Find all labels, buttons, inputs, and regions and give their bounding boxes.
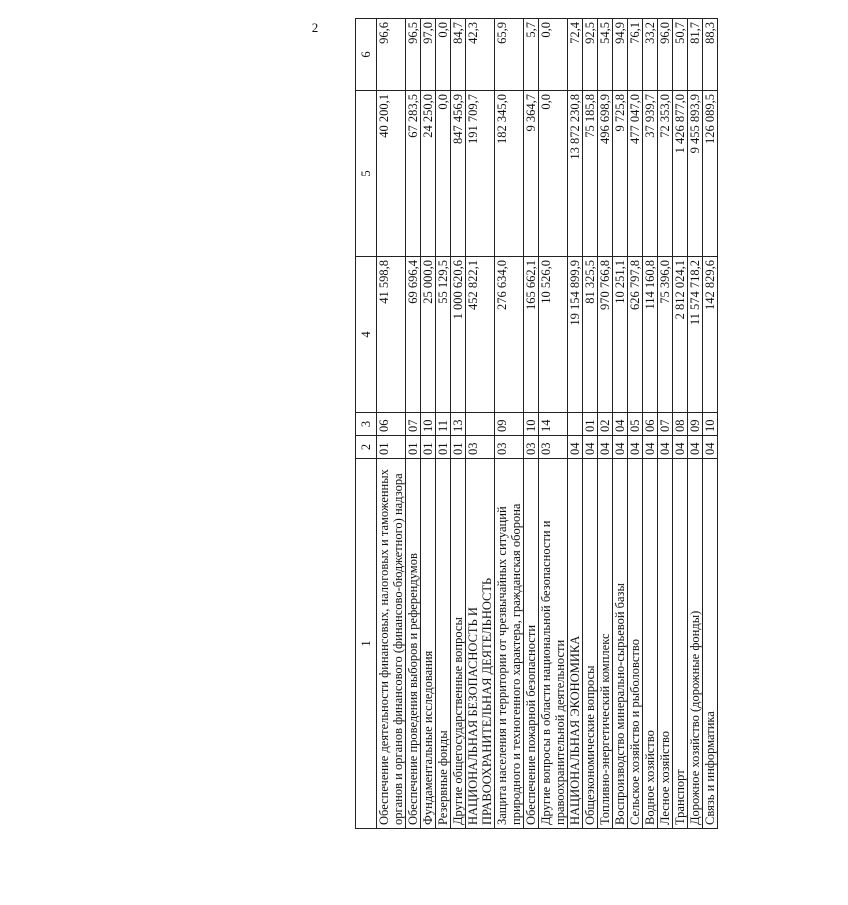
row-subsection-code: 08 bbox=[673, 413, 688, 436]
row-name: Водное хозяйство bbox=[643, 459, 658, 829]
row-section-code: 03 bbox=[495, 436, 524, 459]
row-actual-amount: 496 698,9 bbox=[598, 91, 613, 257]
row-subsection-code: 14 bbox=[539, 413, 568, 436]
row-planned-amount: 276 634,0 bbox=[495, 257, 524, 413]
row-subsection-code: 04 bbox=[613, 413, 628, 436]
row-planned-amount: 10 251,1 bbox=[613, 257, 628, 413]
row-name: Сельское хозяйство и рыболовство bbox=[628, 459, 643, 829]
row-actual-amount: 126 089,5 bbox=[703, 91, 718, 257]
row-actual-amount: 0,0 bbox=[539, 91, 568, 257]
table-row bbox=[613, 19, 628, 829]
row-planned-amount: 81 325,5 bbox=[583, 257, 598, 413]
row-name: НАЦИОНАЛЬНАЯ ЭКОНОМИКА bbox=[568, 459, 583, 829]
row-section-code: 01 bbox=[421, 436, 436, 459]
row-percent: 92,5 bbox=[583, 19, 598, 91]
row-percent: 97,0 bbox=[421, 19, 436, 91]
row-subsection-code: 10 bbox=[421, 413, 436, 436]
row-subsection-code: 10 bbox=[524, 413, 539, 436]
row-planned-amount: 1 000 620,6 bbox=[451, 257, 466, 413]
budget-table bbox=[355, 18, 718, 829]
table-row bbox=[688, 19, 703, 829]
row-actual-amount: 191 709,7 bbox=[466, 91, 495, 257]
row-actual-amount: 37 939,7 bbox=[643, 91, 658, 257]
table-row bbox=[406, 19, 421, 829]
row-subsection-code: 13 bbox=[451, 413, 466, 436]
row-actual-amount: 72 353,0 bbox=[658, 91, 673, 257]
table-row bbox=[524, 19, 539, 829]
row-subsection-code: 06 bbox=[377, 413, 406, 436]
row-percent: 81,7 bbox=[688, 19, 703, 91]
row-percent: 94,9 bbox=[613, 19, 628, 91]
row-section-code: 03 bbox=[466, 436, 495, 459]
row-name: Топливно-энергетический комплекс bbox=[598, 459, 613, 829]
row-name: Другие вопросы в области национальной безопасности и правоохранительной деятельности bbox=[539, 459, 568, 829]
row-planned-amount: 626 797,8 bbox=[628, 257, 643, 413]
row-percent: 0,0 bbox=[436, 19, 451, 91]
table-row bbox=[703, 19, 718, 829]
row-percent: 65,9 bbox=[495, 19, 524, 91]
table-row bbox=[583, 19, 598, 829]
row-name: Лесное хозяйство bbox=[658, 459, 673, 829]
row-actual-amount: 24 250,0 bbox=[421, 91, 436, 257]
row-name: Воспроизводство минерально-сырьевой базы bbox=[613, 459, 628, 829]
row-name: Обеспечение пожарной безопасности bbox=[524, 459, 539, 829]
table-row bbox=[568, 19, 583, 829]
row-subsection-code: 01 bbox=[583, 413, 598, 436]
row-section-code: 04 bbox=[643, 436, 658, 459]
row-planned-amount: 970 766,8 bbox=[598, 257, 613, 413]
row-percent: 76,1 bbox=[628, 19, 643, 91]
row-actual-amount: 13 872 230,8 bbox=[568, 91, 583, 257]
row-section-code: 04 bbox=[673, 436, 688, 459]
row-section-code: 01 bbox=[406, 436, 421, 459]
row-planned-amount: 11 574 718,2 bbox=[688, 257, 703, 413]
row-name: Связь и информатика bbox=[703, 459, 718, 829]
row-section-code: 04 bbox=[658, 436, 673, 459]
row-section-code: 04 bbox=[568, 436, 583, 459]
row-percent: 50,7 bbox=[673, 19, 688, 91]
header-col-1: 1 bbox=[356, 459, 377, 829]
row-percent: 88,3 bbox=[703, 19, 718, 91]
row-planned-amount: 114 160,8 bbox=[643, 257, 658, 413]
row-actual-amount: 67 283,5 bbox=[406, 91, 421, 257]
row-percent: 0,0 bbox=[539, 19, 568, 91]
row-planned-amount: 452 822,1 bbox=[466, 257, 495, 413]
row-planned-amount: 19 154 899,9 bbox=[568, 257, 583, 413]
row-actual-amount: 9 455 893,9 bbox=[688, 91, 703, 257]
header-col-2: 2 bbox=[356, 436, 377, 459]
row-section-code: 04 bbox=[628, 436, 643, 459]
row-percent: 84,7 bbox=[451, 19, 466, 91]
row-planned-amount: 55 129,5 bbox=[436, 257, 451, 413]
row-percent: 72,4 bbox=[568, 19, 583, 91]
row-subsection-code bbox=[568, 413, 583, 436]
table-row bbox=[643, 19, 658, 829]
row-actual-amount: 40 200,1 bbox=[377, 91, 406, 257]
header-row bbox=[356, 19, 377, 829]
row-name: Обеспечение деятельности финансовых, налоговых и таможенных органов и органов финансового (финансово-бюджетного) надзора bbox=[377, 459, 406, 829]
table-row bbox=[495, 19, 524, 829]
page-number: 2 bbox=[311, 20, 319, 35]
row-section-code: 01 bbox=[436, 436, 451, 459]
row-subsection-code: 02 bbox=[598, 413, 613, 436]
row-percent: 96,5 bbox=[406, 19, 421, 91]
row-actual-amount: 182 345,0 bbox=[495, 91, 524, 257]
row-section-code: 04 bbox=[688, 436, 703, 459]
row-section-code: 04 bbox=[598, 436, 613, 459]
row-planned-amount: 142 829,6 bbox=[703, 257, 718, 413]
row-actual-amount: 847 456,9 bbox=[451, 91, 466, 257]
row-section-code: 04 bbox=[613, 436, 628, 459]
table-row bbox=[377, 19, 406, 829]
row-planned-amount: 2 812 024,1 bbox=[673, 257, 688, 413]
table-row bbox=[451, 19, 466, 829]
row-subsection-code: 06 bbox=[643, 413, 658, 436]
row-subsection-code: 10 bbox=[703, 413, 718, 436]
row-actual-amount: 1 426 877,0 bbox=[673, 91, 688, 257]
row-subsection-code: 09 bbox=[495, 413, 524, 436]
row-section-code: 01 bbox=[451, 436, 466, 459]
row-actual-amount: 75 185,8 bbox=[583, 91, 598, 257]
row-percent: 96,0 bbox=[658, 19, 673, 91]
row-planned-amount: 75 396,0 bbox=[658, 257, 673, 413]
table-row bbox=[658, 19, 673, 829]
header-col-4: 4 bbox=[356, 257, 377, 413]
row-actual-amount: 9 364,7 bbox=[524, 91, 539, 257]
row-planned-amount: 25 000,0 bbox=[421, 257, 436, 413]
row-section-code: 03 bbox=[539, 436, 568, 459]
row-name: Другие общегосударственные вопросы bbox=[451, 459, 466, 829]
table-row bbox=[466, 19, 495, 829]
row-percent: 54,5 bbox=[598, 19, 613, 91]
row-planned-amount: 10 526,0 bbox=[539, 257, 568, 413]
row-actual-amount: 477 047,0 bbox=[628, 91, 643, 257]
row-planned-amount: 165 662,1 bbox=[524, 257, 539, 413]
table-row bbox=[421, 19, 436, 829]
row-planned-amount: 69 696,4 bbox=[406, 257, 421, 413]
row-percent: 96,6 bbox=[377, 19, 406, 91]
header-col-5: 5 bbox=[356, 91, 377, 257]
row-actual-amount: 9 725,8 bbox=[613, 91, 628, 257]
row-subsection-code: 07 bbox=[406, 413, 421, 436]
row-percent: 5,7 bbox=[524, 19, 539, 91]
table-row bbox=[598, 19, 613, 829]
row-percent: 33,2 bbox=[643, 19, 658, 91]
table-body bbox=[377, 19, 718, 829]
row-name: Защита населения и территории от чрезвычайных ситуаций природного и техногенного характера, гражданская оборона bbox=[495, 459, 524, 829]
row-name: НАЦИОНАЛЬНАЯ БЕЗОПАСНОСТЬ И ПРАВООХРАНИТЕЛЬНАЯ ДЕЯТЕЛЬНОСТЬ bbox=[466, 459, 495, 829]
row-subsection-code: 07 bbox=[658, 413, 673, 436]
row-name: Обеспечение проведения выборов и референдумов bbox=[406, 459, 421, 829]
row-percent: 42,3 bbox=[466, 19, 495, 91]
table-row bbox=[673, 19, 688, 829]
row-actual-amount: 0,0 bbox=[436, 91, 451, 257]
row-section-code: 03 bbox=[524, 436, 539, 459]
table-row bbox=[539, 19, 568, 829]
row-name: Резервные фонды bbox=[436, 459, 451, 829]
row-planned-amount: 41 598,8 bbox=[377, 257, 406, 413]
table-row bbox=[628, 19, 643, 829]
row-name: Дорожное хозяйство (дорожные фонды) bbox=[688, 459, 703, 829]
row-section-code: 01 bbox=[377, 436, 406, 459]
row-name: Фундаментальные исследования bbox=[421, 459, 436, 829]
row-section-code: 04 bbox=[583, 436, 598, 459]
table-row bbox=[436, 19, 451, 829]
budget-table-rotated bbox=[355, 19, 848, 829]
row-subsection-code: 09 bbox=[688, 413, 703, 436]
header-col-3: 3 bbox=[356, 413, 377, 436]
row-name: Транспорт bbox=[673, 459, 688, 829]
row-section-code: 04 bbox=[703, 436, 718, 459]
row-name: Общеэкономические вопросы bbox=[583, 459, 598, 829]
row-subsection-code: 11 bbox=[436, 413, 451, 436]
row-subsection-code bbox=[466, 413, 495, 436]
row-subsection-code: 05 bbox=[628, 413, 643, 436]
header-col-6: 6 bbox=[356, 19, 377, 91]
